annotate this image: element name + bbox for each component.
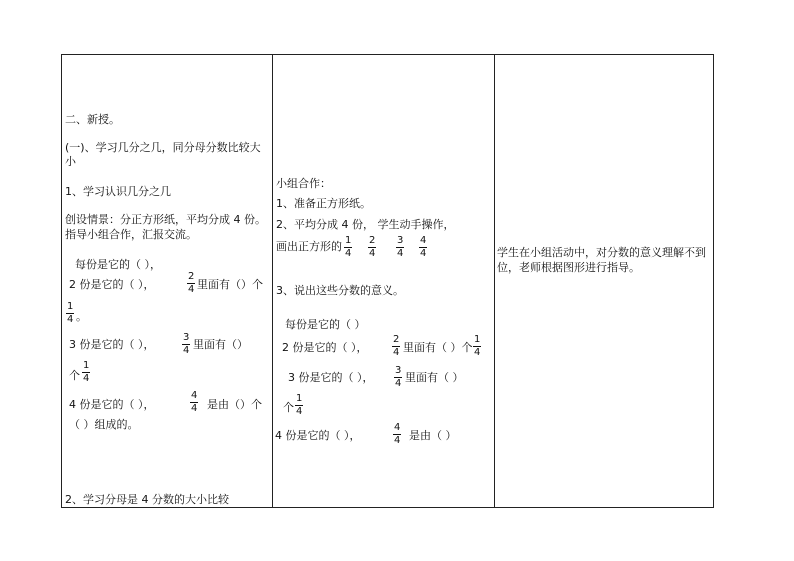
scene-line1: 创设情景：分正方形纸，平均分成 4 份。	[65, 213, 266, 226]
c2-step3: 3、说出这些分数的意义。	[276, 284, 404, 297]
c2-frac-1-4: 1 4	[345, 235, 352, 259]
c1-q1: 每份是它的（ ），	[75, 258, 161, 271]
c2-frac-3-4: 3 4	[397, 235, 404, 259]
c1-frac-1-4: 1 4	[67, 301, 74, 325]
c2-q1: 每份是它的（ ）	[285, 318, 366, 331]
c1-q2a: 2 份是它的（ ），	[69, 278, 155, 291]
c2-q2b: 里面有（ ）个	[403, 341, 473, 354]
c1-q3b: 里面有（）	[193, 338, 248, 351]
subsection-title-line2: 小	[65, 155, 76, 168]
c2-q4a: 4 份是它的（ ），	[275, 429, 361, 442]
lesson-table	[61, 54, 714, 508]
c1-q2b: 里面有（）个	[197, 278, 263, 291]
c3-note-line2: 位，老师根据图形进行指导。	[497, 261, 640, 274]
c2-ge: 个	[283, 401, 294, 414]
c1-q4c: （ ）组成的。	[69, 418, 139, 431]
c2-frac-2-4: 2 4	[369, 235, 376, 259]
item2-title: 2、学习分母是 4 分数的大小比较	[65, 493, 229, 506]
c2-frac-4-4b: 4 4	[394, 422, 401, 446]
c1-dot: 。	[76, 310, 87, 323]
c2-frac-3-4b: 3 4	[395, 365, 402, 389]
item1-title: 1、学习认识几分之几	[65, 185, 171, 198]
c1-q4b: 是由（）个	[207, 398, 262, 411]
section-heading: 二、新授。	[65, 113, 120, 126]
column-divider-1	[272, 55, 273, 507]
c1-q3a: 3 份是它的（ ），	[69, 338, 155, 351]
c2-step2: 2、平均分成 4 份， 学生动手操作，	[276, 218, 455, 231]
c1-frac-2-4: 2 4	[188, 271, 195, 295]
column-divider-2	[494, 55, 495, 507]
c2-q4b: 是由（ ）	[409, 429, 457, 442]
c2-q3a: 3 份是它的（ ），	[288, 371, 374, 384]
c3-note-line1: 学生在小组活动中，对分数的意义理解不到	[497, 246, 706, 259]
c2-frac-2-4b: 2 4	[393, 334, 400, 358]
c2-step1: 1、准备正方形纸。	[276, 197, 371, 210]
c1-frac-4-4: 4 4	[191, 390, 198, 414]
c1-frac-3-4: 3 4	[183, 332, 190, 356]
c2-title: 小组合作：	[276, 177, 331, 190]
c1-frac-1-4b: 1 4	[83, 360, 90, 384]
c1-ge: 个	[69, 369, 80, 382]
c2-frac-1-4b: 1 4	[474, 334, 481, 358]
subsection-title-line1: (一)、学习几分之几，同分母分数比较大	[65, 141, 261, 154]
c2-step2b: 画出正方形的	[276, 240, 342, 253]
c2-q3b: 里面有（ ）	[405, 371, 464, 384]
c1-q4a: 4 份是它的（ ），	[69, 398, 155, 411]
c2-q2a: 2 份是它的（ ），	[282, 341, 368, 354]
c2-frac-1-4c: 1 4	[296, 393, 303, 417]
c2-frac-4-4: 4 4	[420, 235, 427, 259]
scene-line2: 指导小组合作，汇报交流。	[65, 228, 197, 241]
